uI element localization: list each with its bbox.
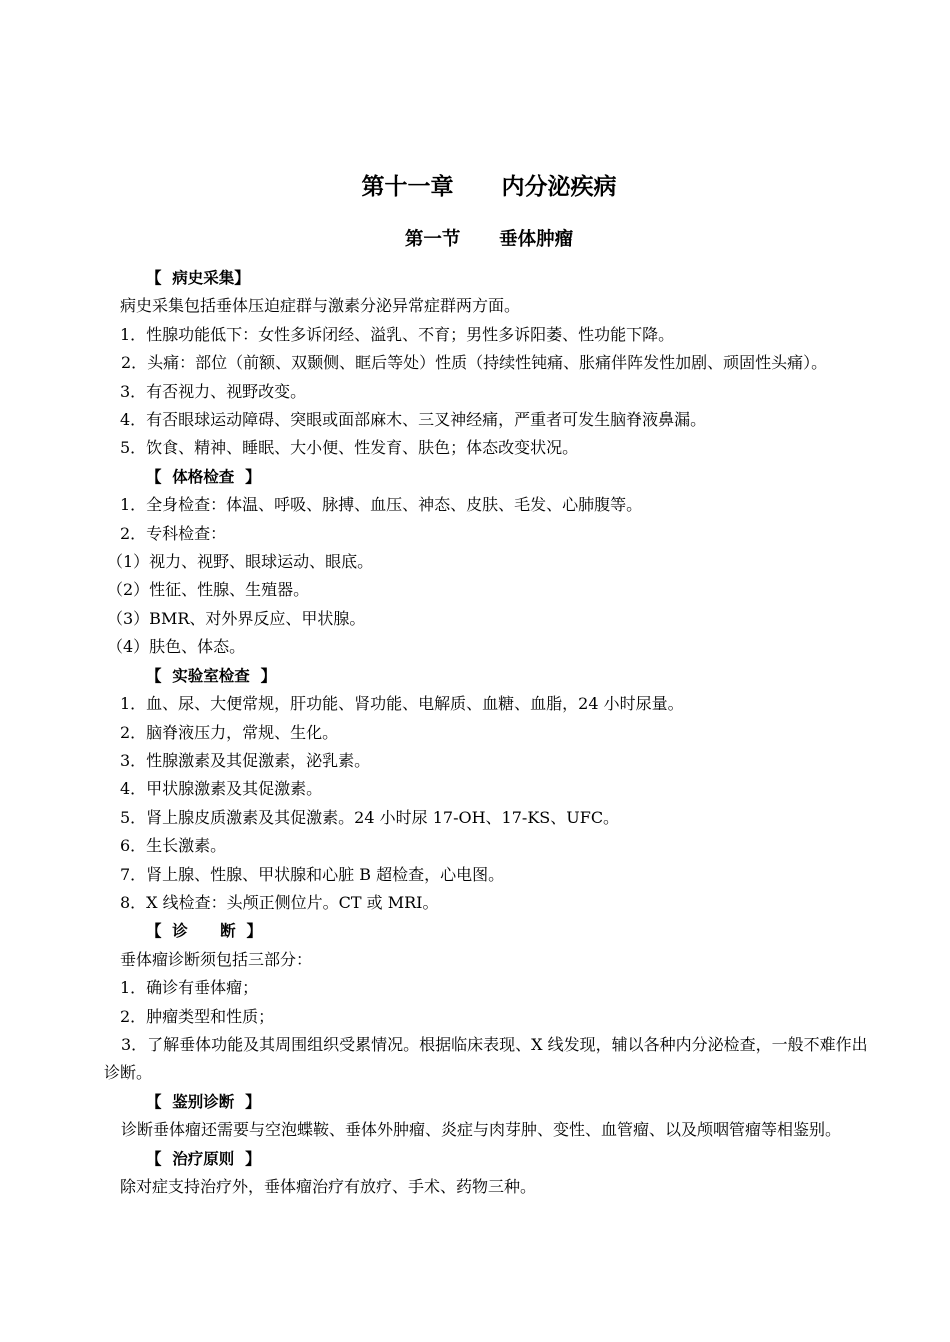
list-item: 3．有否视力、视野改变。 — [120, 381, 307, 401]
list-item: 1．全身检查：体温、呼吸、脉搏、血压、神态、皮肤、毛发、心肺腹等。 — [120, 495, 643, 515]
paragraph: 除对症支持治疗外，垂体瘤治疗有放疗、手术、药物三种。 — [120, 1177, 537, 1196]
list-subitem: （3）BMR、对外界反应、甲状腺。 — [107, 608, 366, 628]
chapter-title: 第十一章 内分泌疾病 — [361, 174, 617, 200]
list-item: 7．肾上腺、性腺、甲状腺和心脏 B 超检查，心电图。 — [120, 864, 505, 884]
list-item: 2．头痛：部位（前额、双颞侧、眶后等处）性质（持续性钝痛、胀痛伴阵发性加剧、顽固性头痛）。 — [121, 353, 828, 373]
section-heading-history: 【 病史采集】 — [146, 269, 250, 287]
list-item: 1．性腺功能低下：女性多诉闭经、溢乳、不育；男性多诉阳萎、性功能下降。 — [120, 324, 675, 344]
list-subitem: （2）性征、性腺、生殖器。 — [107, 580, 310, 600]
list-item: 1．确诊有垂体瘤； — [120, 978, 259, 998]
document-body — [104, 264, 879, 1201]
list-subitem: （1）视力、视野、眼球运动、眼底。 — [107, 552, 374, 572]
list-item: 2．肿瘤类型和性质； — [120, 1006, 275, 1026]
list-item: 6．生长激素。 — [120, 836, 227, 856]
list-item: 3．性腺激素及其促激素，泌乳素。 — [120, 750, 371, 770]
list-item: 2．脑脊液压力，常规、生化。 — [120, 722, 339, 742]
list-item: 5．肾上腺皮质激素及其促激素。24 小时尿 17-OH、17-KS、UFC。 — [120, 807, 620, 827]
section-title: 第一节 垂体肿瘤 — [404, 229, 574, 250]
list-item: 4．甲状腺激素及其促激素。 — [120, 779, 323, 799]
list-item: 2．专科检查： — [120, 523, 227, 543]
section-heading-diagnosis: 【 诊 断 】 — [146, 922, 262, 941]
section-heading-physical-exam: 【 体格检查 】 — [146, 467, 261, 486]
list-item: 3．了解垂体功能及其周围组织受累情况。根据临床表现、X 线发现，辅以各种内分泌检查，一般不难作出诊断。 — [104, 1034, 868, 1083]
paragraph: 诊断垂体瘤还需要与空泡蝶鞍、垂体外肿瘤、炎症与肉芽肿、变性、血管瘤、以及颅咽管瘤等相鉴别。 — [121, 1120, 842, 1140]
list-item: 8．X 线检查：头颅正侧位片。CT 或 MRI。 — [120, 892, 439, 912]
list-item: 1．血、尿、大便常规，肝功能、肾功能、电解质、血糖、血脂，24 小时尿量。 — [120, 694, 684, 714]
list-item: 5．饮食、精神、睡眠、大小便、性发育、肤色；体态改变状况。 — [120, 438, 579, 458]
list-item: 4．有否眼球运动障碍、突眼或面部麻木、三叉神经痛，严重者可发生脑脊液鼻漏。 — [120, 410, 707, 430]
section-heading-lab-tests: 【 实验室检查 】 — [146, 666, 277, 685]
section-heading-differential: 【 鉴别诊断 】 — [146, 1092, 261, 1111]
list-subitem: （4）肤色、体态。 — [107, 637, 246, 657]
paragraph: 垂体瘤诊断须包括三部分： — [120, 949, 313, 969]
section-heading-treatment: 【 治疗原则 】 — [146, 1149, 261, 1168]
paragraph: 病史采集包括垂体压迫症群与激素分泌异常症群两方面。 — [120, 296, 521, 316]
